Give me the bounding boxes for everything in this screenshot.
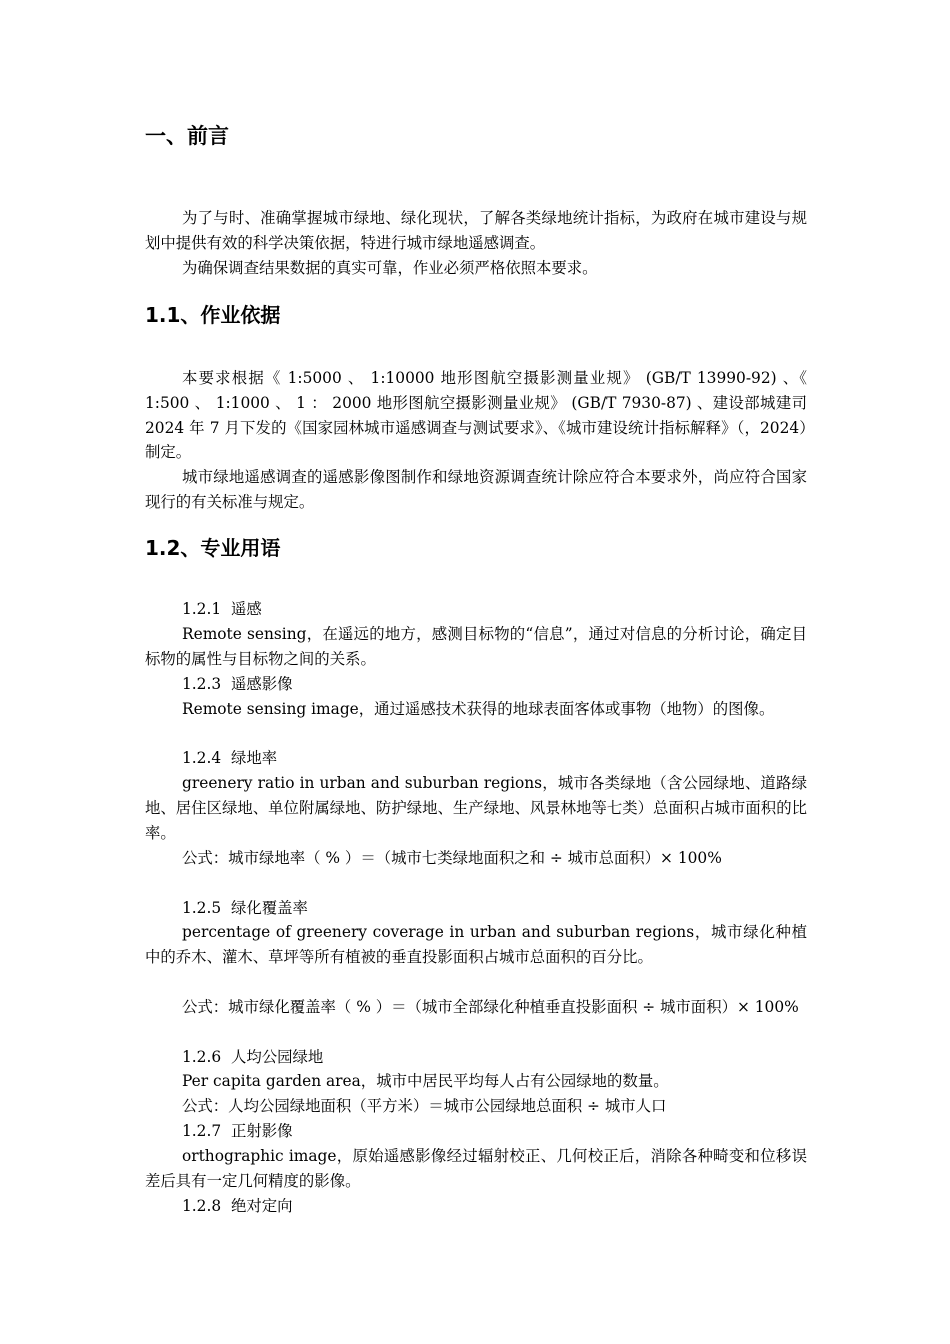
term-formula-greenery-ratio: 公式：城市绿地率（ % ）＝（城市七类绿地面积之和 ÷ 城市总面积）× 100% [182,849,722,867]
term-title-per-capita-park: 1.2.6 人均公园绿地 [182,1048,324,1066]
heading-basis: 1.1、作业依据 [145,303,281,327]
term-title-orthographic-image: 1.2.7 正射影像 [182,1122,293,1140]
preface-paragraph-2: 为确保调查结果数据的真实可靠，作业必须严格依照本要求。 [182,259,598,277]
term-title-remote-sensing: 1.2.1 遥感 [182,600,262,618]
heading-terms: 1.2、专业用语 [145,536,281,560]
preface-paragraph-1: 为了与时、准确掌握城市绿地、绿化现状，了解各类绿地统计指标，为政府在城市建设与规划中提供有效的科学决策依据，特进行城市绿地遥感调查。 [145,209,807,252]
term-title-greenery-ratio: 1.2.4 绿地率 [182,749,278,767]
term-definition-greenery-coverage: percentage of greenery coverage in urban and suburban regions，城市绿化种植中的乔木、灌木、草坪等所有植被的垂直投影面积占城市总面积的百分比。 [145,923,807,966]
term-definition-per-capita-park: Per capita garden area，城市中居民平均每人占有公园绿地的数量。 [182,1072,669,1090]
term-formula-greenery-coverage: 公式：城市绿化覆盖率（ % ）＝（城市全部绿化种植垂直投影面积 ÷ 城市面积）× 100% [182,998,799,1016]
term-definition-remote-sensing-image: Remote sensing image，通过遥感技术获得的地球表面客体或事物（地物）的图像。 [182,700,775,718]
term-title-remote-sensing-image: 1.2.3 遥感影像 [182,675,293,693]
basis-paragraph-1: 本要求根据《 1:5000 、 1:10000 地形图航空摄影测量业规》 (GB/T 13990-92) 、《 1:500 、 1:1000 、 1 ： 2000 地形图航空摄影测量业规》 (GB/T 7930-87) 、建设部城建司 2024 年 7 月下发的《国家园林城市遥感调查与测试要求》、《城市建设统计指标解释》（，2024）制定。 [145,369,807,462]
term-title-greenery-coverage: 1.2.5 绿化覆盖率 [182,899,308,917]
term-definition-greenery-ratio: greenery ratio in urban and suburban regions，城市各类绿地（含公园绿地、道路绿地、居住区绿地、单位附属绿地、防护绿地、生产绿地、风景林地等七类）总面积占城市面积的比率。 [145,774,807,842]
term-definition-remote-sensing: Remote sensing，在遥远的地方，感测目标物的“信息”，通过对信息的分析讨论，确定目标物的属性与目标物之间的关系。 [145,625,807,668]
term-title-absolute-orientation: 1.2.8 绝对定向 [182,1197,293,1215]
heading-preface: 一、前言 [145,124,229,148]
basis-paragraph-2: 城市绿地遥感调查的遥感影像图制作和绿地资源调查统计除应符合本要求外，尚应符合国家现行的有关标准与规定。 [145,468,807,511]
term-formula-per-capita-park: 公式：人均公园绿地面积（平方米）＝城市公园绿地总面积 ÷ 城市人口 [182,1097,667,1115]
term-definition-orthographic-image: orthographic image，原始遥感影像经过辐射校正、几何校正后，消除各种畸变和位移误差后具有一定几何精度的影像。 [145,1147,807,1190]
